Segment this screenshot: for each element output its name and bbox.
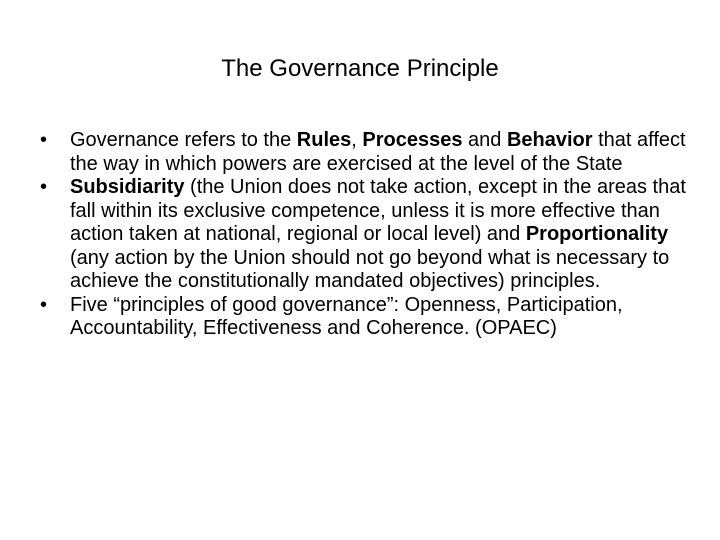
bullet-item-governance-definition xyxy=(40,129,700,176)
bullet-text-segment: Five “principles of good governance”: Openness, Participation, Accountability, Effectiveness and Coherence. (OPAEC) xyxy=(70,293,623,339)
bullet-text-segment: and xyxy=(462,129,507,151)
bullet-text-segment: (the Union does not take action, except in the areas that fall within its exclusive competence, unless it is more effective than action taken at national, regional or local level) and xyxy=(70,176,686,245)
bullet-text-bold: Proportionality xyxy=(525,223,669,245)
bullet-text-segment: (any action by the Union should not go beyond what is necessary to achieve the constitutionally mandated objectives) principles. xyxy=(70,246,670,292)
bullet-text-segment: that affect the way in which powers are exercised at the level of the State xyxy=(70,129,686,175)
bullet-icon: • xyxy=(40,129,48,151)
bullet-icon: • xyxy=(40,176,48,198)
bullet-text-segment: , xyxy=(351,129,363,151)
bullet-text-bold: Behavior xyxy=(506,129,593,151)
bullet-text-bold: Subsidiarity xyxy=(70,176,185,198)
bullet-text-bold: Processes xyxy=(362,129,463,151)
bullet-item-good-governance-principles xyxy=(40,294,700,341)
bullet-icon: • xyxy=(40,293,48,316)
slide-title: The Governance Principle xyxy=(221,55,499,82)
bullet-item-subsidiarity-proportionality xyxy=(40,176,700,294)
bullet-text-bold: Rules xyxy=(296,129,352,151)
bullet-list xyxy=(40,129,700,341)
bullet-text-segment: Governance refers to the xyxy=(70,129,297,151)
